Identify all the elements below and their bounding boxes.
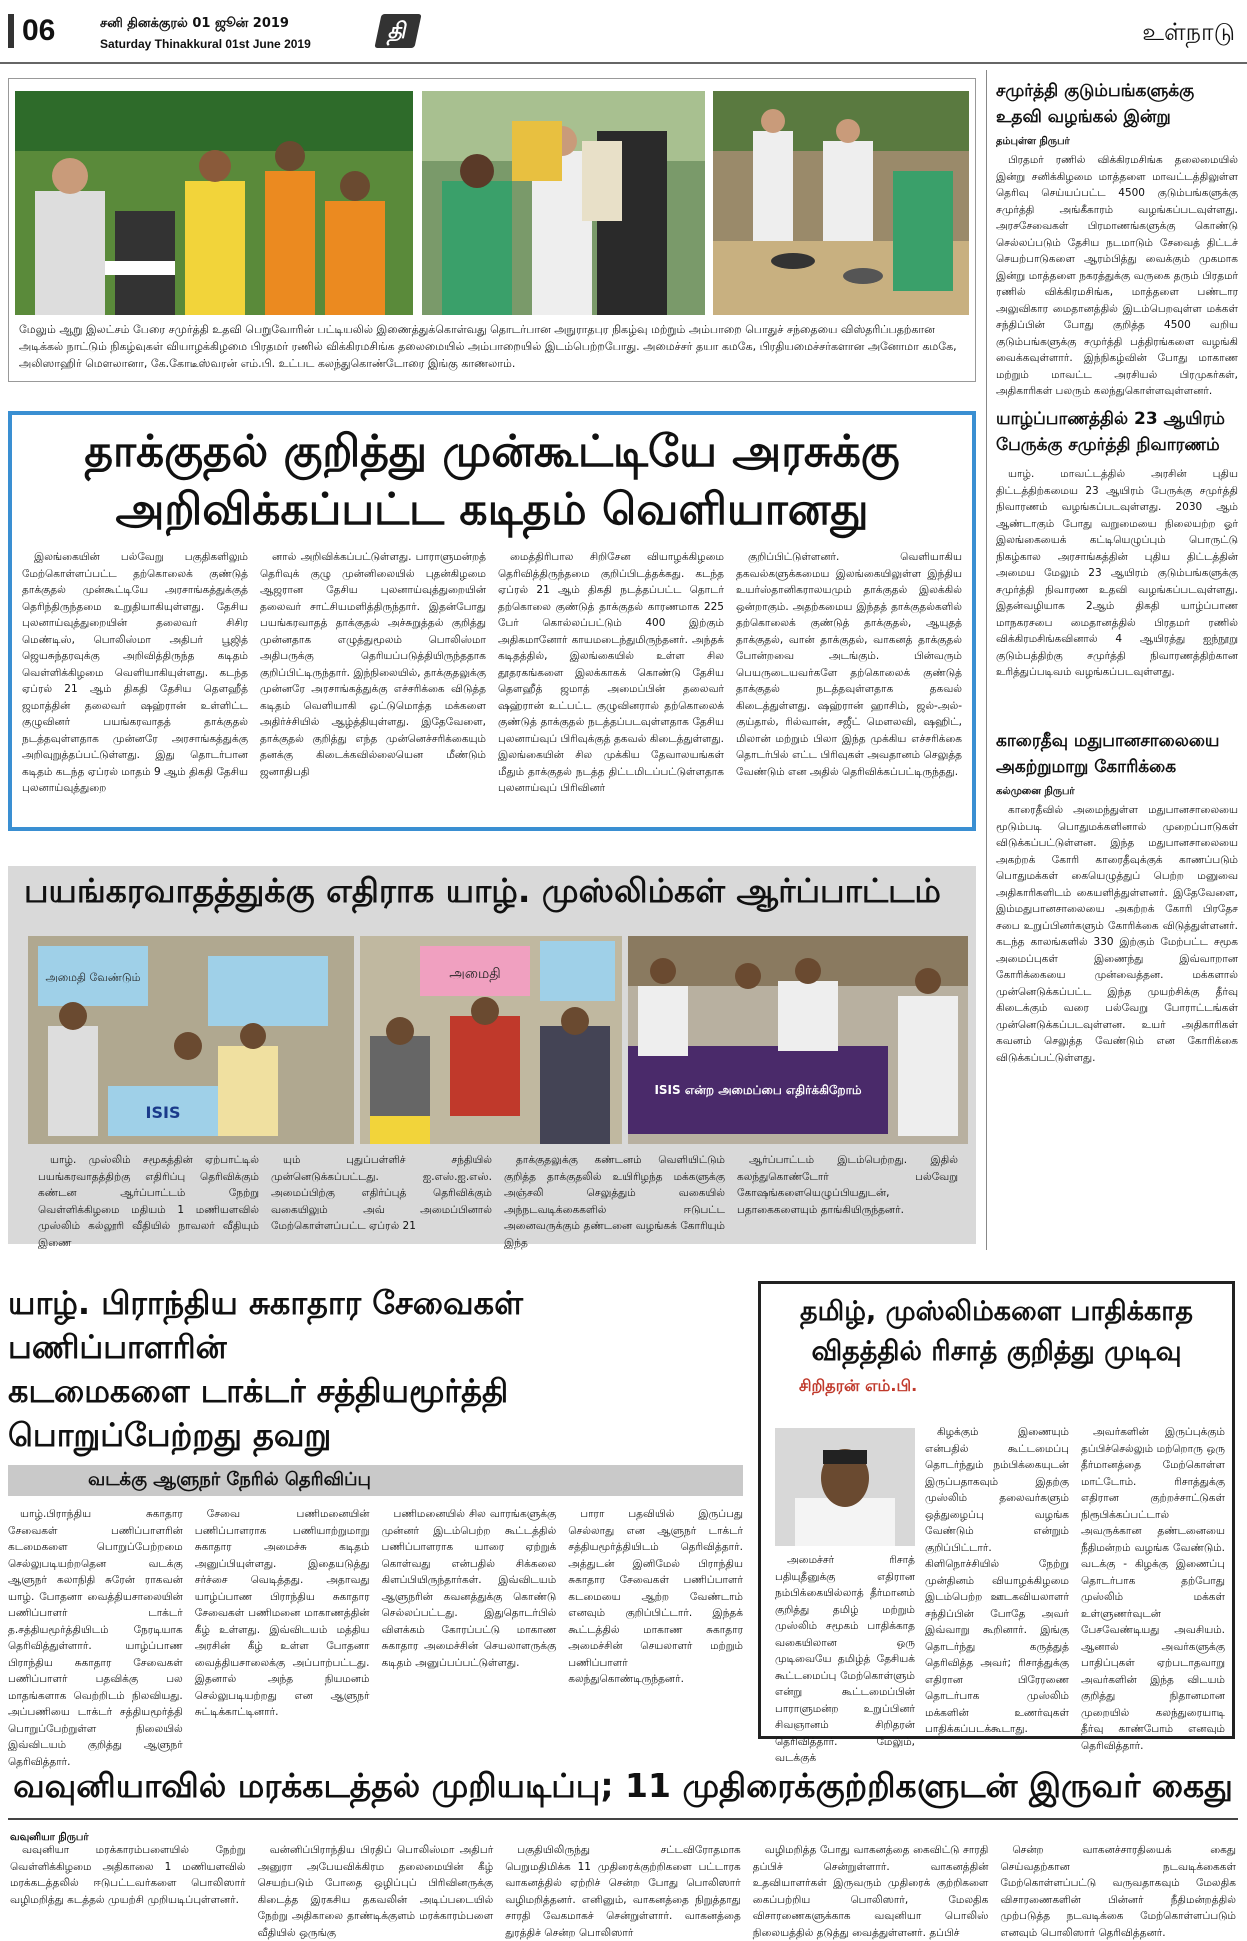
bottom-col5: சென்ற வாகனச்சாரதியைக் கைது செய்வதற்கான நடவடிக்கைகள் மேற்கொள்ளப்பட்டு வருவதாகவும் மேலதிக விசாரணைகளின் பின்னர் நீதிமன்றத்தில் முற்படுத்த நடவடிக்கை மேற்கொள்ளப்படும் எனவும் பொலிஸார் தெரிவித்தனர். — [1000, 1844, 1236, 1939]
main-story — [8, 411, 976, 831]
protest-col1: யாழ். முஸ்லிம் சமூகத்தின் ஏற்பாட்டில் பயங்கரவாதத்திற்கு எதிரிப்பு தெரிவிக்கும் கண்டன ஆர்ப்பாட்டம் நேற்று வெள்ளிக்கிழமை மதியம் 1 மணியளவில் முஸ்லிம் கல்லூரி வீதியில் நாவலர் வீதியும் இணை — [38, 1154, 259, 1249]
bottom-col1: வவுனியா மரக்காரம்பளையில் நேற்று வெள்ளிக்கிழமை அதிகாலை 1 மணியளவில் மரக்கடத்தலில் ஈடுபட்டவர்களை பொலிஸார் வழிமறித்து கடத்தல் முயற்சி முறியடிப்புள்ளனர். — [10, 1844, 246, 1906]
sidebar-story-2 — [996, 406, 1238, 702]
newspaper-logo: தி — [374, 14, 421, 48]
section-title: உள்நாடு — [1142, 18, 1235, 46]
photo-caption: மேலும் ஆறு இலட்சம் பேரை சமுர்த்தி உதவி பெறுவோரின் பட்டியலில் இணைத்துக்கொள்வது தொடர்பான அநுராதபுர நிகழ்வு மற்றும் அம்பாறை பொதுச் சந்தையை விஸ்தரிப்பதற்கான அடிக்கல் நாட்டும் நிகழ்வுகள் வியாழக்கிழமை பிரதமர் ரணில் விக்கிரமசிங்க தலைமையில் அம்பாறையில் இடம்பெற்றபோது. அமைச்சர் தயா கமகே, பிரதியமைச்சர்களான அனோமா கமகே, அலிஸாஹிர் மௌலானா, கே.கோடீஸ்வரன் எம்.பி. உட்பட கலந்துகொண்டோரை இங்கு காணலாம். — [19, 323, 957, 370]
photo-protest-banner — [628, 936, 968, 1144]
bottom-col2: வன்னிப்பிராந்திய பிரதிப் பொலிஸ்மா அதிபர் அனுரா அபேயவிக்கிரம தலைமையின் கீழ் செயற்படும் போதை ஒழிப்புப் பிரிவினருக்கு கிடைத்த இரகசிய தகவலின் அடிப்படையில் நேற்று அதிகாலை தாண்டிக்குளம் மரக்காரம்பளை வீதியில் ஒருங்கு — [257, 1844, 494, 1939]
bottom-col3: பகுதியிலிருந்து சட்டவிரோதமாக பெறுமதிமிக்க 11 முதிரைக்குற்றிகளை பட்டாரக வாகனத்தில் ஏற்றிச் சென்ற போது பொலிஸார் வழிமறித்தனர். எனினும், வாகனத்தை நிறுத்தாது சாரதி வேகமாகச் சென்றுள்ளார். வாகனத்தை துரத்திச் சென்ற பொலிஸார் — [505, 1844, 741, 1939]
tamil-story — [758, 1281, 1235, 1764]
date-tamil: சனி தினக்குரல் 01 ஜூன் 2019 — [100, 16, 289, 31]
tamil-col1: கிழக்கும் இணையும் என்பதில் கூட்டமைப்பு தொடர்ந்தும் நம்பிக்கையுடன் இருப்பதாகவும் இதற்கு முஸ்லிம் தலைவர்களும் ஒத்துழைப்பு வழங்க வேண்டும் என்றும் குறிப்பிட்டார். கிளிநொச்சியில் நேற்று முன்தினம் வியாழக்கிழமை இடம்பெற்ற ஊடகவியலாளர் சந்திப்பின் போதே அவர் இவ்வாறு கூறினார். இங்கு தொடர்ந்து கருத்துத் தெரிவித்த அவர்; ரிசாத்துக்கு எதிரான பிரேரணை தொடர்பாக முஸ்லிம் மக்களின் உணர்வுகள் பாதிக்கப்படக்கூடாது. — [925, 1426, 1069, 1735]
tamil-headline-line2: விதத்தில் ரிசாத் குறித்து முடிவு — [811, 1336, 1182, 1367]
sidebar-story-3-text: காரைதீவில் அமைந்துள்ள மதுபானசாலையை மூடும்படி பொதுமக்களினால் முறைப்பாடுகள் விடுக்கப்பட்டுள்ளன. இந்த மதுபானசாலையை அகற்றக் கோரி காரைதீவுக்குக் காணப்படும் பொதுமக்கள் கையெழுத்துப் பெற்ற மனுவை அதிகாரிகளிடம் கையளித்துள்ளனர். இதேவேளை, இம்மதுபானசாலையை அகற்றக் கோரி பிரதேச சபை உறுப்பினர்களும் கோரிக்கை விடுத்துள்ளனர். கடந்த காலங்களில் 330 இற்கும் மேற்பட்ட சமூக அமைப்புகள் இணைந்து இவ்வாறான கோரிக்கையை முன்வைத்தன. மக்களால் முன்னெடுக்கப்பட்ட இந்த முயற்சிக்கு தீர்வு கிடைக்கும் வரை பல்வேறு போராட்டங்கள் முன்னெடுக்கப்படவுள்ளன. உயர் அதிகாரிகள் கவனம் செலுத்த வேண்டும் என கோரிக்கை விடுக்கப்பட்டுள்ளது. — [996, 804, 1238, 1064]
main-story-col2: னால் அறிவிக்கப்பட்டுள்ளது. பாராளுமன்றத் தெரிவுக் குழு முன்னிலையில் புதன்கிழமை ஆஜரான தேசிய புலனாய்வுத்துறையின் தலைவர் சாட்சியமளித்திருந்தார். இதன்போது பயங்கரவாதத் தாக்குதல் அச்சுறுத்தல் குறித்து முன்னதாக எழுத்துமூலம் பொலிஸ்மா அதிபருக்கு தெரியப்படுத்தியிருந்ததாக குறிப்பிட்டிருந்தார். இந்நிலையில், தாக்குதலுக்கு முன்னரே அரசாங்கத்துக்கு எச்சரிக்கை விடுத்த கடிதம் வெளியாகி ஒட்டுமொத்த மக்களை அதிர்ச்சியில் ஆழ்த்தியுள்ளது. இதேவேளை, தாக்குதல் குறித்து எந்த முன்னெச்சரிக்கையும் தனக்கு கிடைக்கவில்லையென மீண்டும் ஜனாதிபதி — [260, 551, 486, 778]
main-story-col3: மைத்திரிபால சிறிசேன வியாழக்கிழமை தெரிவித்திருந்தமை குறிப்பிடத்தக்கது. கடந்த ஏப்ரல் 21 ஆம் திகதி நடத்தப்பட்ட தொடர் தற்கொலை குண்டுத் தாக்குதல் காரணமாக 225 பேர் கொல்லப்பட்டும் 400 இற்கும் அதிகமானோர் காயமடைந்துமிருந்தனர். அந்தக் கடிதத்தில், இலங்கையில் உள்ள சில தூதரகங்களை இலக்காகக் கொண்டு தேசிய தௌஹீத் ஜமாத் அமைப்பின் தலைவர் ஷஹ்ரான் உட்பட்ட குழுவினரால் தற்கொலைக் குண்டுத் தாக்குதல் நடத்தப்படவுள்ளதாக தேசிய புலனாய்வுப் பிரிவுக்குத் தகவல் கிடைத்துள்ளது. இலங்கையின் சில முக்கிய தேவாலயங்கள் மீதும் தாக்குதல் நடத்த திட்டமிடப்பட்டுள்ளதாக புலனாய்வுப் பிரிவினர் — [498, 551, 724, 794]
bottom-byline: வவுனியா நிருபர் — [10, 1832, 89, 1843]
tamil-col2: அவர்களின் இருப்புக்கும் தப்பிச்செல்லும் மற்றொரு ஒரு தீர்மானத்தை மேற்கொள்ள மாட்டோம். ரிசாத்துக்கு எதிரான குற்றச்சாட்டுகள் நிரூபிக்கப்பட்டால் அவருக்கான தண்டனையை நீதிமன்றம் வழங்க வேண்டும். வடக்கு - கிழக்கு இணைப்பு தொடர்பாக தற்போது முஸ்லிம் மக்கள் உள்ளுணர்வுடன் பேசவேண்டியது அவசியம். ஆனால் அவர்களுக்கு பாதிப்புகள் ஏற்படாதவாறு அவர்களின் இந்த விடயம் குறித்து நிதானமான முறையில் கலந்துரையாடி தீர்வு காண்போம் எனவும் தெரிவித்தார். — [1081, 1426, 1225, 1752]
tamil-byline: சிறிதரன் எம்.பி. — [799, 1376, 918, 1395]
protest-headline: பயங்கரவாதத்துக்கு எதிராக யாழ். முஸ்லிம்கள் ஆர்ப்பாட்டம் — [24, 871, 941, 910]
photo-certificate-ceremony — [15, 91, 413, 315]
protest-col4: ஆர்ப்பாட்டம் இடம்பெற்றது. இதில் கலந்துகொண்டோர் பல்வேறு கோஷங்களையெழுப்பியதுடன், பதாகைகளையும் தாங்கியிருந்தனர். — [737, 1154, 958, 1216]
protest-col2: யும் புதுப்பள்ளிச் சந்தியில் முன்னெடுக்கப்பட்டது. ஐ.எஸ்.ஐ.எஸ். அமைப்பிற்கு எதிர்ப்புத் தெரிவிக்கும் வகையிலும் அவ் அமைப்பினால் மேற்கொள்ளப்பட்ட ஏப்ரல் 21 — [271, 1154, 492, 1232]
sidebar-story-3-headline: காரைதீவு மதுபானசாலையை அகற்றுமாறு கோரிக்கை — [996, 731, 1220, 777]
health-col2: சேவை பணிமனையின் பணிப்பாளராக பணியாற்றுமாறு சுகாதார அமைச்சு கடிதம் அனுப்பியுள்ளது. இதையடுத்து சர்ச்சை வெடித்தது. அதாவது யாழ்ப்பாண பிராந்திய சுகாதார சேவைகள் பணிமனை மாகாணத்தின் கீழ் உள்ளது. இவ்விடயம் மத்திய அரசின் கீழ் உள்ள போதனா வைத்தியசாலைக்கு அப்பாற்பட்டது. இதனால் அந்த நியமனம் செல்லுபடியற்றது என ஆளுநர் சுட்டிக்காட்டினார். — [194, 1508, 370, 1718]
health-col1: யாழ்.பிராந்திய சுகாதார சேவைகள் பணிப்பாளரின் கடமைகளை பொறுப்பேற்றமை செல்லுபடியற்றதென வடக்கு ஆளுநர் கலாநிதி சுரேன் ராகவன் யாழ். போதனா வைத்தியசாலையின் பணிப்பாளர் டாக்டர் த.சத்தியமூர்த்தியிடம் நேரடியாக தெரிவித்துள்ளார். யாழ்ப்பாண பிராந்திய சுகாதார சேவைகள் பணிப்பாளர் பதவிக்கு பல மாதங்களாக வெற்றிடம் நிலவியது. அப்பணியை டாக்டர் சத்தியமூர்த்தி பொறுப்பேற்றுள்ள நிலையில் இவ்விடயம் குறித்து ஆளுநர் தெரிவித்தார். — [8, 1508, 183, 1768]
placard-3-text: அமைதி — [449, 966, 501, 982]
sidebar-story-3 — [996, 728, 1238, 1202]
sidebar-story-1-byline: தம்புள்ள நிருபர் — [996, 136, 1070, 147]
date-english: Saturday Thinakkural 01st June 2019 — [100, 37, 311, 51]
sidebar-story-3-byline: கல்முனை நிருபர் — [996, 786, 1075, 797]
health-subhead: வடக்கு ஆளுநர் நேரில் தெரிவிப்பு — [8, 1465, 743, 1496]
protest-col3: தாக்குதலுக்கு கண்டனம் வெளியிட்டும் குறித்த தாக்குதலில் உயிரிழந்த மக்களுக்கு அஞ்சலி செலுத்தும் வகையில் அந்நடவடிக்கைகளில் ஈடுபட்ட அனைவருக்கும் தண்டனை வழங்கக் கோரியும் இந்த — [504, 1154, 725, 1249]
masthead-rule — [0, 62, 1247, 64]
protest-story — [8, 866, 976, 1249]
placard-2-text: ISIS — [145, 1103, 181, 1122]
sidebar-story-1-headline: சமுர்த்தி குடும்பங்களுக்கு உதவி வழங்கல் இன்று — [996, 81, 1195, 127]
photo-unveiling — [422, 91, 705, 315]
bottom-col4: வழிமறித்த போது வாகனத்தை கைவிட்டு சாரதி தப்பிச் சென்றுள்ளார். வாகனத்தின் உதவியாளர்கள் இருவரும் முதிரைக் குற்றிகளை கைப்பற்றிய பொலிஸார், மேலதிக விசாரணைகளுக்காக வவுனியா பொலிஸ் நிலையத்தில் தடுத்து வைத்துள்ளனர். தப்பிச் — [752, 1844, 989, 1939]
sidebar — [996, 78, 1238, 1248]
health-story — [8, 1281, 743, 1768]
photo-foundation-stone — [713, 91, 969, 315]
placard-1-text: அமைதி வேண்டும் — [45, 971, 141, 984]
main-story-col1: இலங்கையின் பல்வேறு பகுதிகளிலும் மேற்கொள்ளப்பட்ட தற்கொலைக் குண்டுத் தாக்குதல் முன்கூட்டியே அரசாங்கத்துக்குத் தெரிந்திருந்தமை உறுதியாகியுள்ளது. தேசிய புலனாய்வுத்துறையின் தலைவர் சிசிர மெண்டிஸ், பொலிஸ்மா அதிபர் பூஜித் ஜெயசுந்தரவுக்கு அறிவித்திருந்த கடிதம் வெள்ளிக்கிழமை வெளியாகியுள்ளது. கடந்த ஏப்ரல் 21 ஆம் திகதி தேசிய தௌஹீத் ஜமாத்தின் தலைவர் ஷஹ்ரான் உள்ளிட்ட குழுவினர் பயங்கரவாதத் தாக்குதல் நடத்தவுள்ளதாக முன்னரே அரசாங்கத்துக்கு அறிவுறுத்தப்பட்டுள்ளது. இது தொடர்பான கடிதம் கடந்த ஏப்ரல் மாதம் 9 ஆம் திகதி தேசிய புலனாய்வுத்துறை — [22, 551, 248, 794]
main-headline-line2: அறிவிக்கப்பட்ட கடிதம் வெளியானது — [115, 484, 869, 535]
main-headline-line1: தாக்குதல் குறித்து முன்கூட்டியே அரசுக்கு — [84, 426, 900, 477]
sidebar-story-1 — [996, 78, 1238, 397]
health-headline-line2: கடமைகளை டாக்டர் சத்தியமூர்த்தி பொறுப்பேற்றது தவறு — [8, 1372, 509, 1454]
health-col3: பணிமனையில் சில வாரங்களுக்கு முன்னர் இடம்பெற்ற கூட்டத்தில் பணிப்பாளராக யாரை ஏற்றுக் கொள்வது என்பதில் சிக்கலை கிளப்பியிருந்தார்கள். இவ்விடயம் ஆளுநரின் கவனத்துக்கு கொண்டு செல்லப்பட்டது. இதுதொடர்பில் விளக்கம் கோரப்பட்டு மாகாண சுகாதார அமைச்சின் செயலாளருக்கு கடிதம் அனுப்பப்பட்டுள்ளது. — [381, 1508, 557, 1669]
tamil-headline-line1: தமிழ், முஸ்லிம்களை பாதிக்காத — [800, 1296, 1193, 1327]
health-headline-line1: யாழ். பிராந்திய சுகாதார சேவைகள் பணிப்பாளரின் — [8, 1284, 523, 1366]
page-number: 06 — [8, 14, 55, 48]
tamil-photo-caption: அமைச்சர் ரிசாத் பதியுதீனுக்கு எதிரான நம்பிக்கையில்லாத் தீர்மானம் குறித்து தமிழ் மற்றும் முஸ்லிம் சமூகம் பாதிக்காத வகையிலான ஒரு முடிவையே தமிழ்த் தேசியக் கூட்டமைப்பு மேற்கொள்ளும் என்று கூட்டமைப்பின் பாராளுமன்ற உறுப்பினர் சிவஞானம் சிறிதரன் தெரிவித்தார். மேலும், வடக்குக் — [775, 1554, 915, 1764]
photo-feature — [8, 78, 976, 382]
bottom-headline: வவுனியாவில் மரக்கடத்தல் முறியடிப்பு; 11 முதிரைக்குற்றிகளுடன் இருவர் கைது — [13, 1766, 1233, 1805]
photo-protest-placards — [28, 936, 354, 1144]
column-divider — [986, 70, 987, 1250]
sidebar-story-2-text: யாழ். மாவட்டத்தில் அரசின் புதிய திட்டத்திற்கமைய 23 ஆயிரம் பேருக்கு சமுர்த்தி நிவாரணம் வழங்கப்படவுள்ளது. 2030 ஆம் ஆண்டாகும் போது வறுமையை நிலையற்ற ஓர் இலங்கையைக் கட்டியெழுப்பும் பொருட்டு நிகழ்கால அரசாங்கத்தின் புதிய திட்டத்தின் அமைய மேலும் 23 ஆயிரம் குடும்பங்களுக்கு சமுர்த்தி நிவாரண உதவி வழங்கப்படவுள்ளது. இதன்வழியாக 2ஆம் திகதி யாழ்ப்பாண மாநகரசபை மைதானத்தில் பிரதமர் ரணில் விக்கிரமசிங்கவினால் 4 ஆயிரத்து ஐந்நூறு குடும்பத்திற்கு சமுர்த்தி நிவாரணத்திற்கான உரித்துப்படிவம் வழங்கப்படவுள்ளது. — [996, 468, 1238, 678]
sidebar-story-2-headline: யாழ்ப்பாணத்தில் 23 ஆயிரம் பேருக்கு சமுர்த்தி நிவாரணம் — [996, 409, 1225, 455]
banner-text: ISIS என்ற அமைப்பை எதிர்க்கிறோம் — [654, 1083, 862, 1097]
photo-protest-crowd — [360, 936, 622, 1144]
sidebar-story-1-text: பிரதமர் ரணில் விக்கிரமசிங்க தலைமையில் இன்று சனிக்கிழமை மாத்தளை மாவட்டத்திலுள்ள தெரிவு செய்யப்பட்ட 4500 குடும்பங்களுக்கு சமுர்த்தி அங்கீகாரம் வழங்கப்படவுள்ளது. அரசசேவைகள் பிரமாணங்களுக்கு கொண்டு செல்லப்படும் தேசிய நடமாடும் சேவைத் திட்டச் செயற்பாடுகளை ஆரம்பித்து வைக்கும் முகமாக இன்று மாத்தளை நகரத்துக்கு வருகை தரும் பிரதமர் ரணில் விக்கிரமசிங்க, மாத்தளை பண்டார அலுவிகார மைதானத்தில் இடம்பெறவுள்ள மக்கள் சந்திப்பின் போது குறித்த 4500 வறிய குடும்பங்களுக்கு சமுர்த்தி பத்திரங்களை வழங்கி வைக்கவுள்ளார். இந்நிகழ்வின் போது மாகாண மற்றும் மாவட்ட அரசியல் பிரமுகர்கள், அதிகாரிகள் பலரும் கலந்துகொள்ளவுள்ளனர். — [996, 154, 1238, 397]
bottom-rule — [8, 1818, 1238, 1820]
main-story-col4: குறிப்பிட்டுள்ளனர். வெளியாகிய தகவல்களுக்கமைய இலங்கையிலுள்ள இந்திய உயர்ஸ்தானிகராலயமும் தாக்குதல் இலக்கில் ஒன்றாகும். அதற்கமைய இந்தத் தாக்குதல்களில் தற்கொலைக் குண்டுத் தாக்குதல், ஆயுதத் தாக்குதல், வான் தாக்குதல், வாகனத் தாக்குதல் போன்றவை அடங்கும். பின்வரும் பெயருடையவர்களே தற்கொலைக் குண்டுத் தாக்குதல் நடத்தவுள்ளதாக தகவல் கிடைத்துள்ளது. ஷஹ்ரான் ஹாசிம், ஜல்-அல்-குய்தால், ரில்வான், சஜீட் மௌலவி, ஷஹிட், மிலான் மற்றும் பிலா இந்த முக்கிய எச்சரிக்கை தொடர்பில் எட்ட பிரிவுகள் அவதானம் செலுத்த வேண்டும் என அதில் தெரிவிக்கப்பட்டிருந்தது. — [736, 551, 962, 778]
photo-sritharan — [775, 1428, 915, 1546]
health-col4: பாரா பதவியில் இருப்பது செல்லாது என ஆளுநர் டாக்டர் சத்தியமூர்த்தியிடம் தெரிவித்தார். அத்துடன் இனிமேல் பிராந்திய சுகாதார சேவைகள் பணிப்பாளர் கடமையை ஆற்ற வேண்டாம் எனவும் குறிப்பிட்டார். இந்தக் கூட்டத்தில் மாகாண சுகாதார அமைச்சின் செயலாளர் மற்றும் பணிப்பாளர் கலந்துகொண்டிருந்தனர். — [568, 1508, 743, 1685]
